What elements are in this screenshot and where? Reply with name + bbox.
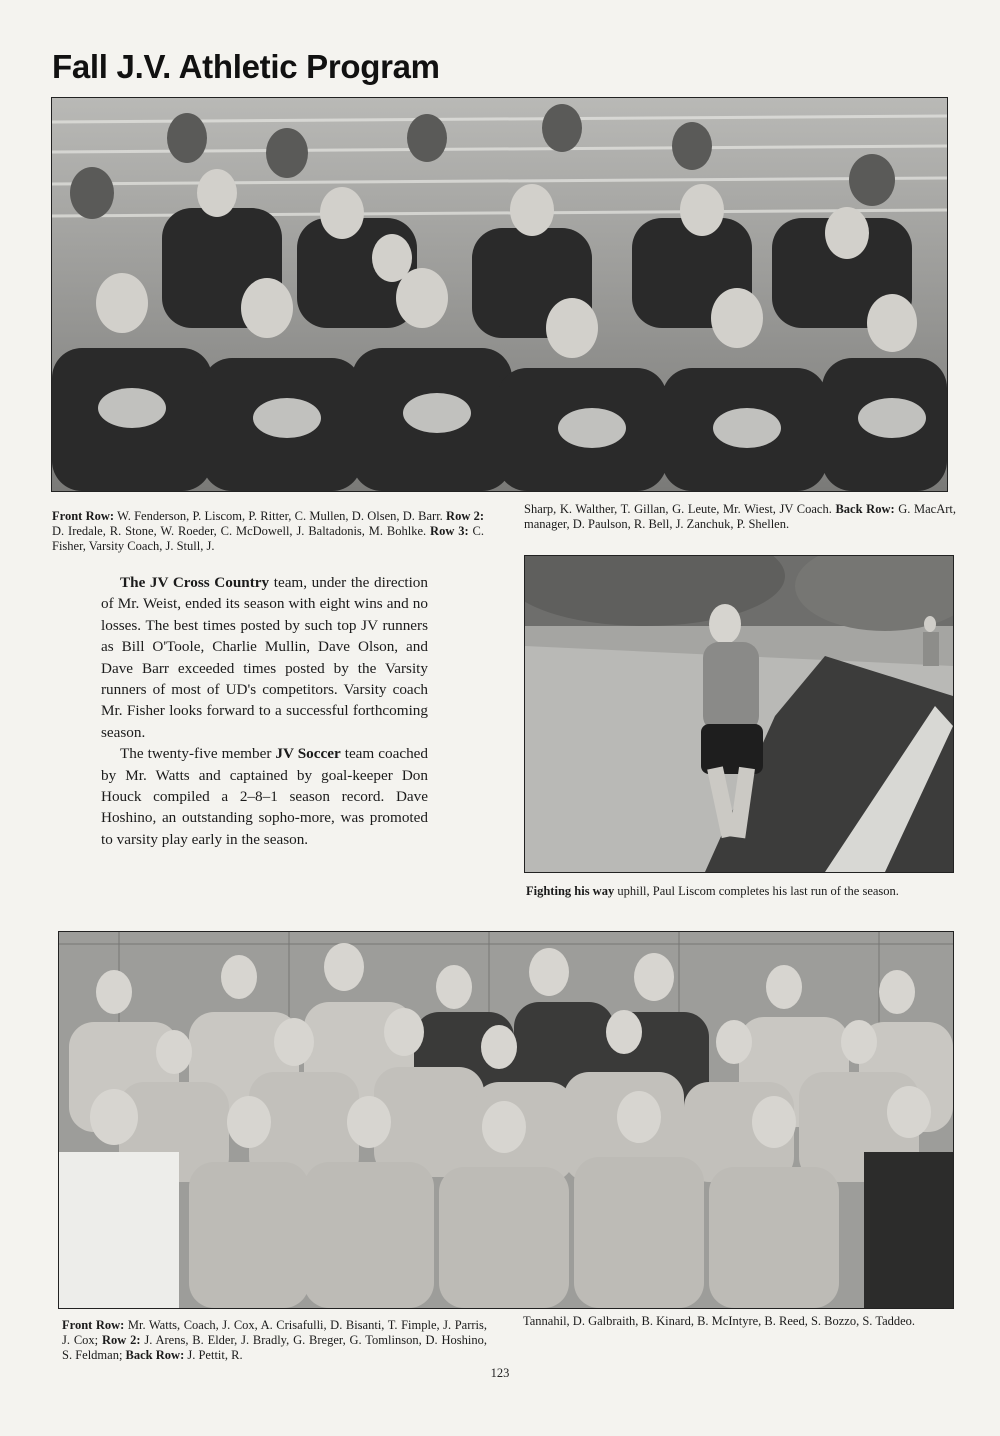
caption-text: uphill, Paul Liscom completes his last run of the season. — [614, 884, 899, 898]
article-body — [101, 572, 428, 850]
soccer-caption-col1 — [62, 1318, 487, 1363]
soccer-photo-art — [59, 932, 953, 1308]
caption-text: Tannahil, D. Galbraith, B. Kinard, B. McIntyre, B. Reed, S. Bozzo, S. Taddeo. — [523, 1314, 916, 1328]
caption-text: Sharp, K. Walther, T. Gillan, G. Leute, Mr. Wiest, JV Coach. — [524, 502, 836, 516]
caption-row2-label: Row 2: — [446, 509, 485, 523]
caption-row2-label: Row 2: — [101, 1333, 141, 1347]
caption-bold-lead: Fighting his way — [526, 884, 615, 898]
caption-front-row-label: Front Row: — [52, 509, 115, 523]
caption-row3-label: Row 3: — [430, 524, 469, 538]
caption-text: W. Fenderson, P. Liscom, P. Ritter, C. Mullen, D. Olsen, D. Barr. — [114, 509, 447, 523]
caption-text: J. Pettit, R. — [184, 1348, 243, 1362]
caption-text: J. Arens, B. Elder, J. Bradly, G. Breger, G. Tomlinson, D. Hoshino, S. Feldman; — [62, 1333, 487, 1362]
cross-country-caption-col1 — [52, 509, 484, 554]
caption-text: D. Iredale, R. Stone, W. Roeder, C. McDowell, J. Baltadonis, M. Bohlke. — [52, 524, 431, 538]
article-bold-lead: JV Soccer — [275, 745, 341, 763]
caption-back-row-label: Back Row: — [835, 502, 895, 516]
cross-country-caption-col2 — [524, 502, 956, 532]
caption-text: G. MacArt, manager, D. Paulson, R. Bell, J. Zanchuk, P. Shellen. — [524, 502, 957, 531]
cross-country-team-photo — [51, 97, 948, 492]
runner-photo — [524, 555, 954, 873]
caption-front-row-label: Front Row: — [62, 1318, 125, 1332]
article-text: team coached by Mr. Watts and captained by goal-keeper Don Houck compiled a 2–8–1 season record. Dave Hoshino, an outstanding sopho-more, was promoted to varsity play early in the season. — [101, 745, 428, 848]
caption-back-row-label: Back Row: — [125, 1348, 185, 1362]
article-text: team, under the direction of Mr. Weist, ended its season with eight wins and no losses. The best times posted by such top JV runners as Bill O'Toole, Charlie Mullin, Dave Olson, and Dave Barr exceeded times posted by the Varsity runners of most of UD's competitors. Varsity coach Mr. Fisher looks forward to a successful forthcoming season. — [101, 574, 428, 741]
page-title: Fall J.V. Athletic Program — [52, 48, 440, 85]
soccer-caption-col2 — [523, 1314, 953, 1329]
caption-text: C. Fisher, Varsity Coach, J. Stull, J. — [52, 524, 485, 553]
article-paragraph-cross-country — [101, 572, 428, 743]
cross-country-photo-art — [52, 98, 947, 491]
article-bold-lead: The JV Cross Country — [120, 574, 270, 591]
soccer-team-photo — [58, 931, 954, 1309]
runner-photo-art — [525, 556, 953, 872]
article-paragraph-soccer — [101, 743, 428, 850]
caption-text: Mr. Watts, Coach, J. Cox, A. Crisafulli, D. Bisanti, T. Fimple, J. Parris, J. Cox; — [62, 1318, 487, 1347]
article-text: The twenty-five member — [120, 745, 276, 763]
runner-photo-caption — [526, 884, 956, 899]
page-number: 123 — [490, 1366, 510, 1380]
